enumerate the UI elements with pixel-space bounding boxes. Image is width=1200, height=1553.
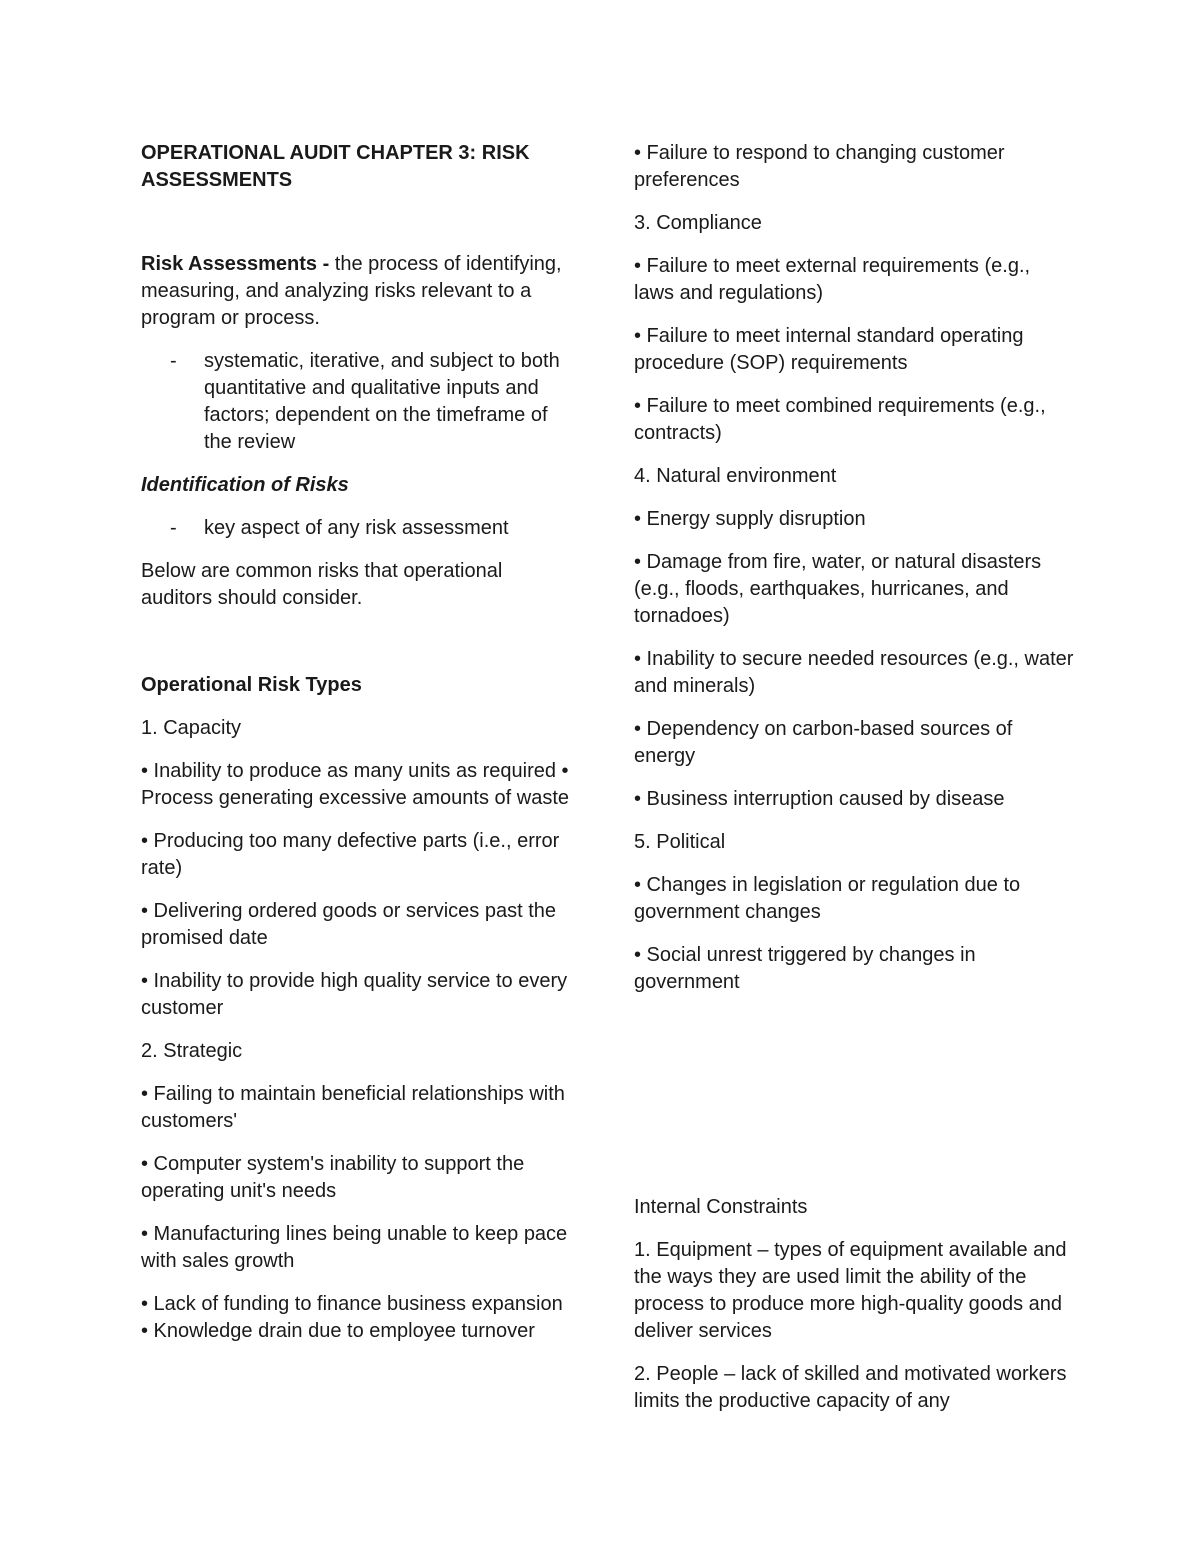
list-item: • Damage from fire, water, or natural disasters (e.g., floods, earthquakes, hurricanes, and tornadoes) bbox=[634, 551, 1042, 627]
risk-assessments-term: Risk Assessments - bbox=[141, 253, 330, 275]
list-item: • Dependency on carbon-based sources of energy bbox=[634, 718, 1013, 767]
list-item: 1. Equipment – types of equipment available and the ways they are used limit the ability of the process to produce more high-quality goods and deliver services bbox=[634, 1239, 1067, 1342]
left-column bbox=[141, 140, 571, 1361]
list-item: 3. Compliance bbox=[634, 212, 762, 234]
dash-item bbox=[141, 515, 571, 542]
dash-mark: - bbox=[170, 350, 177, 372]
identification-heading: Identification of Risks bbox=[141, 474, 349, 496]
list-item: • Failure to meet combined requirements (e.g., contracts) bbox=[634, 395, 1046, 444]
risk-assessments-definition bbox=[141, 251, 571, 332]
right-column bbox=[634, 140, 1074, 1431]
list-item: 2. Strategic bbox=[141, 1040, 243, 1062]
list-item: • Failure to meet external requirements (e.g., laws and regulations) bbox=[634, 255, 1031, 304]
dash-item-text: systematic, iterative, and subject to both quantitative and qualitative inputs and factors; dependent on the timeframe of the review bbox=[204, 350, 560, 453]
list-item: • Business interruption caused by disease bbox=[634, 788, 1005, 810]
dash-item bbox=[141, 348, 571, 456]
list-item: • Failing to maintain beneficial relationships with customers' bbox=[141, 1083, 565, 1132]
risk-types-heading: Operational Risk Types bbox=[141, 674, 362, 696]
list-item: • Failure to meet internal standard operating procedure (SOP) requirements bbox=[634, 325, 1024, 374]
list-item: • Inability to provide high quality service to every customer bbox=[141, 970, 568, 1019]
list-item: • Lack of funding to finance business expansion • Knowledge drain due to employee turnover bbox=[141, 1293, 563, 1342]
list-item: • Computer system's inability to support the operating unit's needs bbox=[141, 1153, 525, 1202]
document-title: OPERATIONAL AUDIT CHAPTER 3: RISK ASSESSMENTS bbox=[141, 142, 530, 191]
list-item: • Inability to secure needed resources (e.g., water and minerals) bbox=[634, 648, 1074, 697]
list-item: • Inability to produce as many units as required • Process generating excessive amounts of waste bbox=[141, 760, 569, 809]
list-item: • Failure to respond to changing customer preferences bbox=[634, 142, 1005, 191]
dash-mark: - bbox=[170, 517, 177, 539]
list-item: • Producing too many defective parts (i.e., error rate) bbox=[141, 830, 560, 879]
list-item: • Energy supply disruption bbox=[634, 508, 866, 530]
list-item: 5. Political bbox=[634, 831, 726, 853]
dash-item-text: key aspect of any risk assessment bbox=[204, 517, 509, 539]
list-item: • Social unrest triggered by changes in government bbox=[634, 944, 976, 993]
list-item: • Changes in legislation or regulation due to government changes bbox=[634, 874, 1021, 923]
risk-assessments-text: the process of identifying, measuring, and analyzing risks relevant to a program or process. bbox=[141, 253, 562, 329]
list-item: 1. Capacity bbox=[141, 717, 242, 739]
list-item: • Delivering ordered goods or services past the promised date bbox=[141, 900, 556, 949]
list-item: 2. People – lack of skilled and motivated workers limits the productive capacity of any bbox=[634, 1363, 1067, 1412]
internal-constraints-heading: Internal Constraints bbox=[634, 1196, 808, 1218]
list-item: 4. Natural environment bbox=[634, 465, 837, 487]
list-item: • Manufacturing lines being unable to keep pace with sales growth bbox=[141, 1223, 568, 1272]
below-text: Below are common risks that operational auditors should consider. bbox=[141, 560, 503, 609]
